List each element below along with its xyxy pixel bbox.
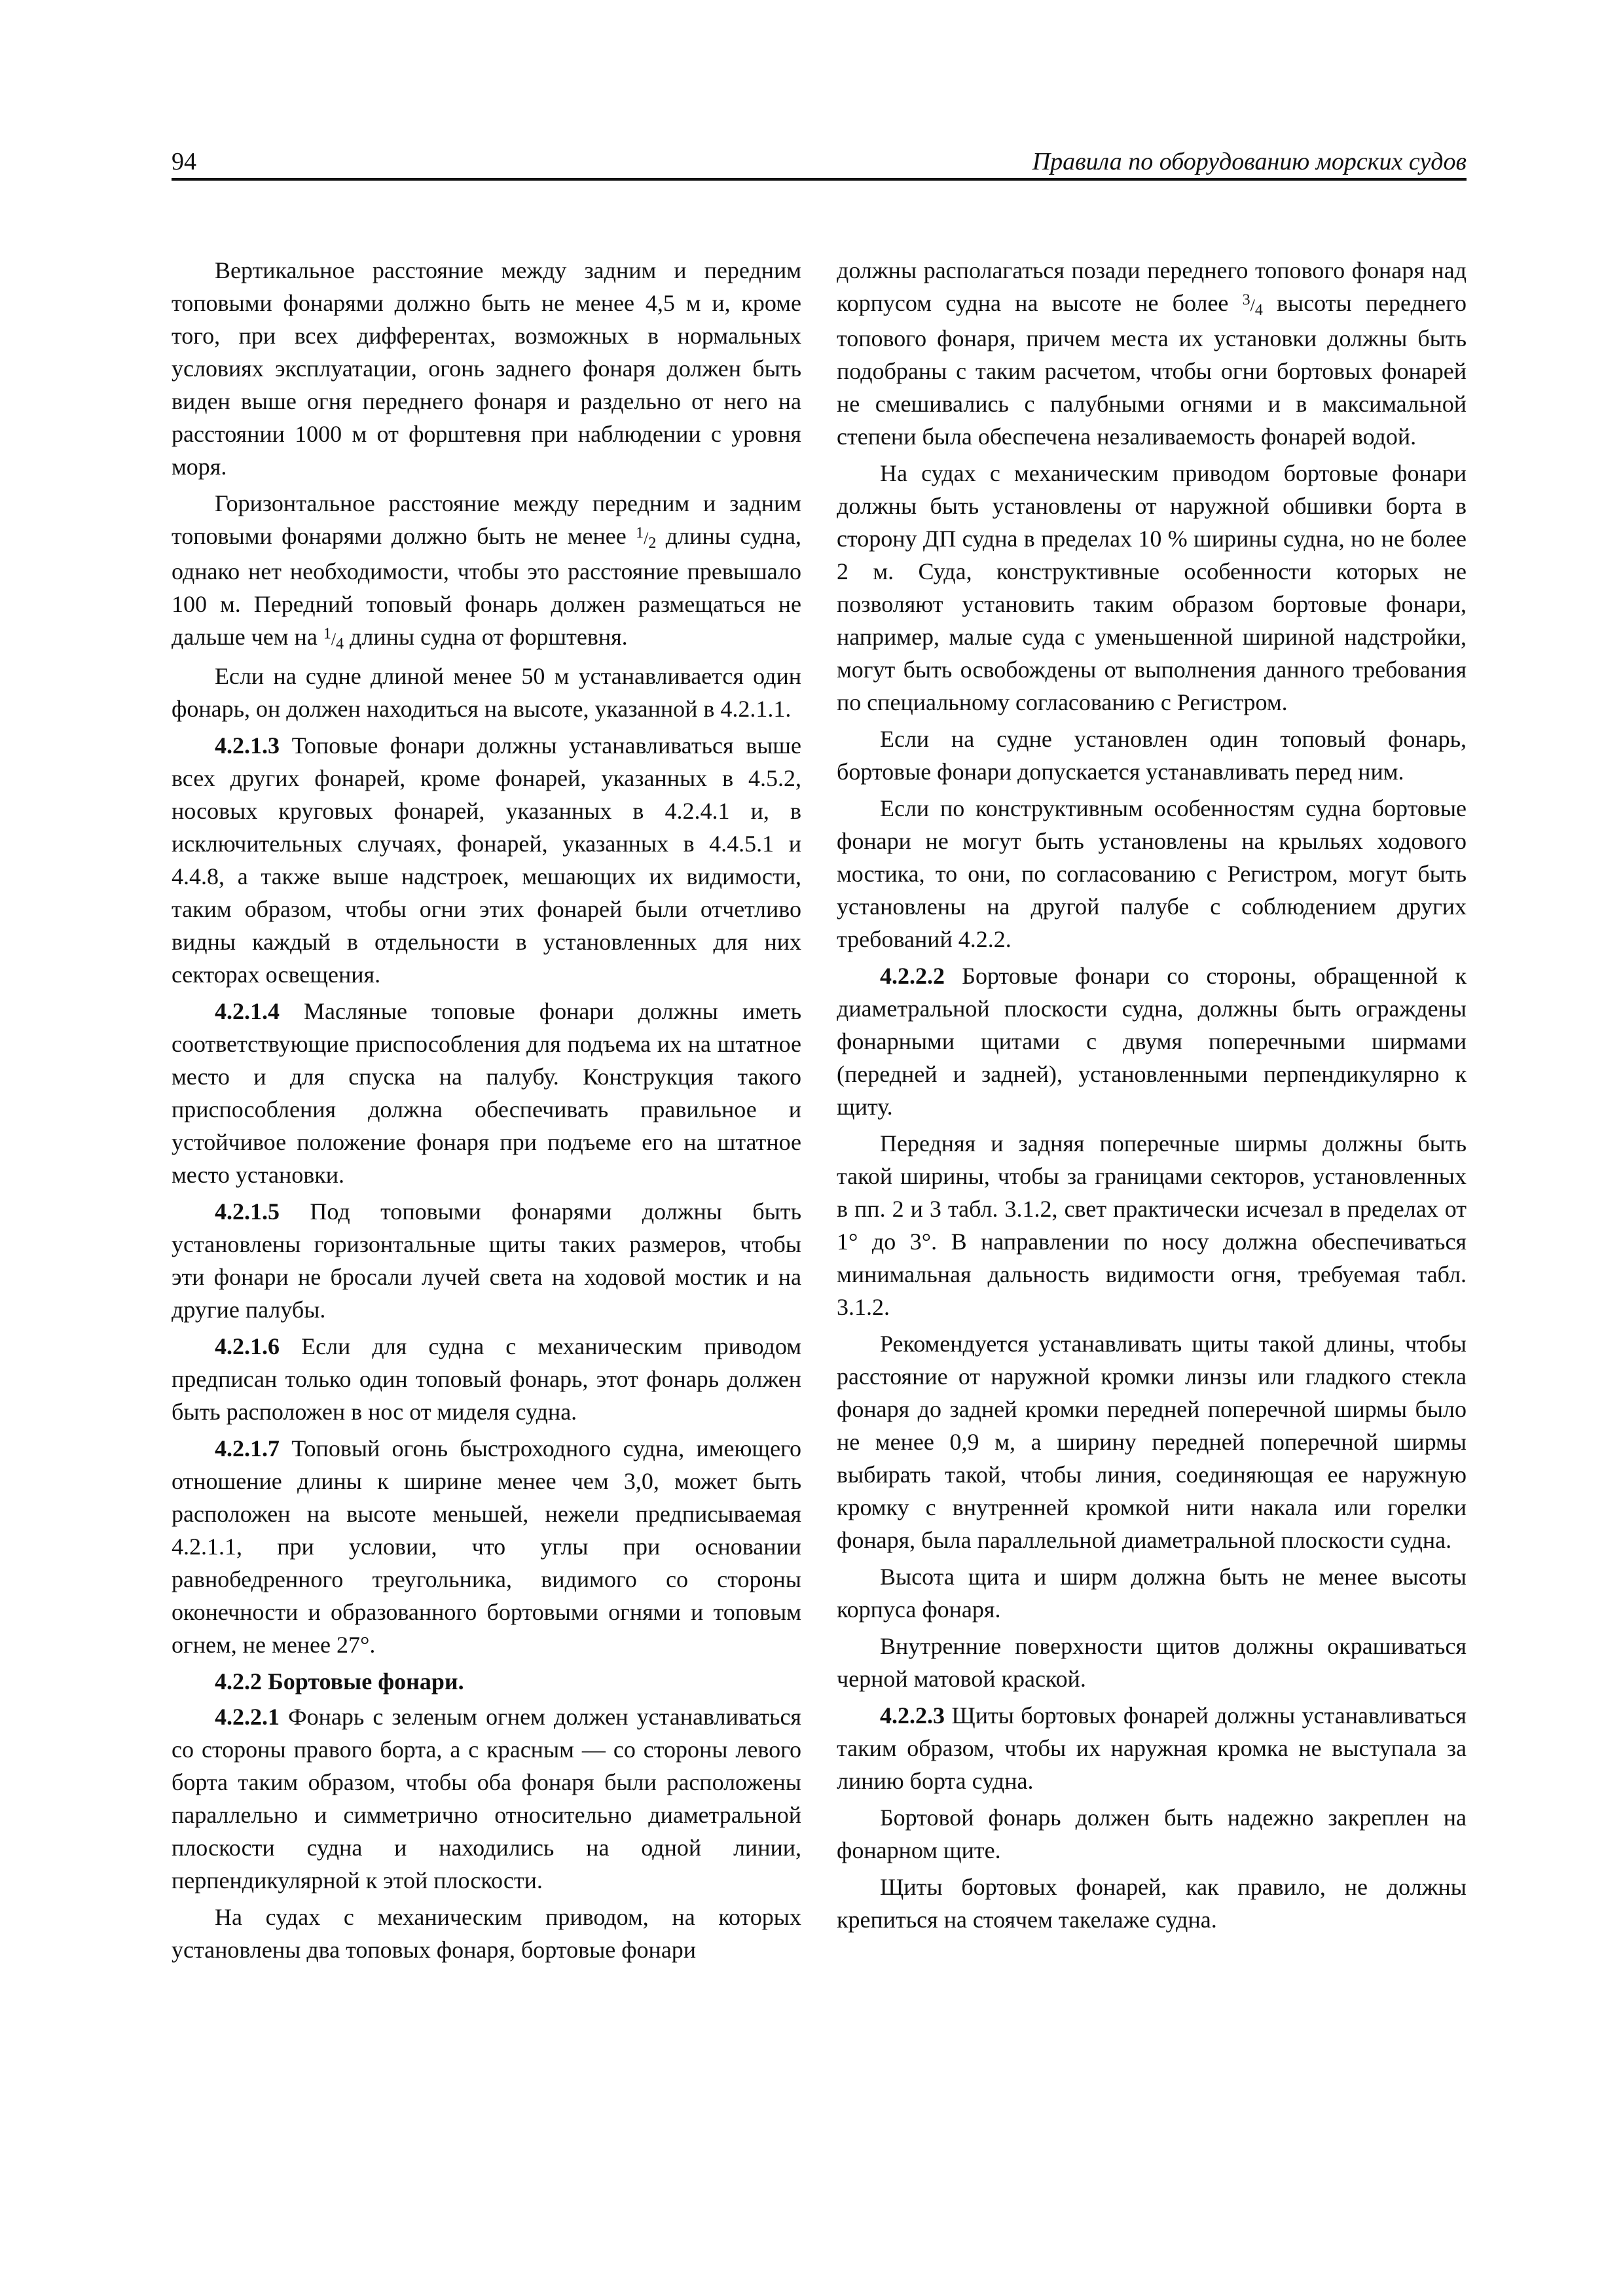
fraction: $^1/_4$ xyxy=(323,625,344,653)
fraction-numerator: 1 xyxy=(323,625,331,643)
paragraph xyxy=(172,995,801,1191)
paragraph-text: длины судна от форштевня. xyxy=(344,624,628,650)
paragraph-text: Масляные топовые фонари должны иметь соответствующие приспособления для подъема их на штатное место и для спуска на палубу. Конструкция такого приспособления должна обеспечивать правильное и устойчивое положение фонаря при подъеме его на штатное место установки. xyxy=(172,998,801,1188)
paragraph xyxy=(172,1432,801,1661)
paragraph-text: Топовый огонь быстроходного судна, имеющего отношение длины к ширине менее чем 3,0, может быть расположен на высоте меньшей, нежели предписываемая 4.2.1.1, при условии, что углы при основании равнобедренного треугольника, видимого со стороны оконечности и образованного бортовыми огнями и топовым огнем, не менее 27°. xyxy=(172,1435,801,1658)
paragraph xyxy=(172,487,801,656)
paragraph-text: Щиты бортовых фонарей должны устанавливаться таким образом, чтобы их наружная кромка не выступала за линию борта судна. xyxy=(837,1702,1467,1794)
paragraph xyxy=(837,1630,1467,1695)
paragraph-text: На судах с механическим приводом, на которых установлены два топовых фонаря, бортовые фонари xyxy=(172,1904,801,1963)
paragraph-text: Под топовыми фонарями должны быть установлены горизонтальные щиты таких размеров, чтобы эти фонари не бросали лучей света на ходовой мостик и на другие палубы. xyxy=(172,1198,801,1323)
paragraph xyxy=(837,1560,1467,1626)
paragraph xyxy=(172,1195,801,1326)
paragraph-text: Бортовой фонарь должен быть надежно закреплен на фонарном щите. xyxy=(837,1804,1467,1863)
paragraph-text: Если на судне длиной менее 50 м устанавливается один фонарь, он должен находиться на высоте, указанной в 4.2.1.1. xyxy=(172,663,801,722)
paragraph xyxy=(172,1700,801,1897)
paragraph xyxy=(837,254,1467,453)
fraction-numerator: 1 xyxy=(636,524,644,542)
clause-number: 4.2.2.2 xyxy=(880,963,945,989)
paragraph xyxy=(837,792,1467,956)
clause-number: 4.2.1.4 xyxy=(215,998,280,1024)
right-column xyxy=(837,254,1467,1940)
paragraph-text: Топовые фонари должны устанавливаться выше всех других фонарей, кроме фонарей, указанных в 4.5.2, носовых круговых фонарей, указанных в 4.2.4.1 и, в исключительных случаях, фонарей, указанных в 4.4.5.1 и 4.4.8, а также выше надстроек, мешающих их видимости, таким образом, чтобы огни этих фонарей были отчетливо видны каждый в отдельности в установленных для них секторах освещения. xyxy=(172,732,801,988)
paragraph-text: Если для судна с механическим приводом предписан только один топовый фонарь, этот фонарь должен быть расположен в нос от миделя судна. xyxy=(172,1333,801,1425)
paragraph-text: Рекомендуется устанавливать щиты такой длины, чтобы расстояние от наружной кромки линзы или гладкого стекла фонаря до задней кромки передней поперечной ширмы было не менее 0,9 м, а ширину передней поперечной ширмы выбирать такой, чтобы линия, соединяющая ее наружную кромку с внутренней кромкой нити накала или горелки фонаря, была параллельной диаметральной плоскости судна. xyxy=(837,1331,1467,1553)
paragraph xyxy=(837,1327,1467,1556)
header-rule xyxy=(172,178,1467,181)
left-column xyxy=(172,254,801,1970)
clause-number: 4.2.2.3 xyxy=(880,1702,945,1729)
fraction: $^1/_2$ xyxy=(636,524,657,552)
paragraph-text: Высота щита и ширм должна быть не менее высоты корпуса фонаря. xyxy=(837,1564,1467,1623)
paragraph-text: На судах с механическим приводом бортовые фонари должны быть установлены от наружной обшивки борта в сторону ДП судна в пределах 10 % ширины судна, но не более 2 м. Суда, конструктивные особенности которых не позволяют установить таким образом бортовые фонари, например, малые суда с уменьшенной шириной надстройки, могут быть освобождены от выполнения данного требования по специальному согласованию с Регистром. xyxy=(837,460,1467,715)
clause-number: 4.2.1.5 xyxy=(215,1198,280,1225)
paragraph xyxy=(837,1871,1467,1936)
clause-number: 4.2.1.7 xyxy=(215,1435,280,1462)
clause-number: 4.2.2.1 xyxy=(215,1704,280,1730)
clause-number: 4.2.1.3 xyxy=(215,732,280,759)
paragraph xyxy=(172,254,801,483)
paragraph xyxy=(837,1801,1467,1867)
paragraph xyxy=(837,723,1467,788)
paragraph-text: Щиты бортовых фонарей, как правило, не должны крепиться на стоячем такелаже судна. xyxy=(837,1874,1467,1933)
clause-number: 4.2.1.6 xyxy=(215,1333,280,1359)
paragraph xyxy=(172,660,801,725)
page-header xyxy=(172,145,1467,179)
paragraph xyxy=(172,729,801,991)
paragraph-text: Если на судне установлен один топовый фонарь, бортовые фонари допускается устанавливать перед ним. xyxy=(837,726,1467,785)
paragraph-text: Фонарь с зеленым огнем должен устанавливаться со стороны правого борта, а с красным — со стороны левого борта таким образом, чтобы оба фонаря были расположены параллельно и симметрично относительно диаметральной плоскости судна и находились на одной линии, перпендикулярной к этой плоскости. xyxy=(172,1704,801,1893)
paragraph xyxy=(837,1127,1467,1323)
fraction-numerator: 3 xyxy=(1242,291,1250,309)
page-number: 94 xyxy=(172,148,196,175)
paragraph-text: Бортовые фонари со стороны, обращенной к диаметральной плоскости судна, должны быть ограждены фонарными щитами с двумя поперечными ширмами (передней и задней), установленными перпендикулярно к щиту. xyxy=(837,963,1467,1120)
section-heading: 4.2.2 Бортовые фонари. xyxy=(215,1668,464,1695)
paragraph xyxy=(172,1901,801,1966)
paragraph-text: высоты переднего топового фонаря, причем места их установки должны быть подобраны с таким расчетом, чтобы огни бортовых фонарей не смешивались с палубными огнями и в максимальной степени была обеспечена незаливаемость фонарей водой. xyxy=(837,290,1467,450)
paragraph-text: длины судна, однако нет необходимости, чтобы это расстояние превышало 100 м. Передний топовый фонарь должен размещаться не дальше чем на xyxy=(172,523,802,650)
paragraph xyxy=(837,1699,1467,1797)
paragraph-text: Передняя и задняя поперечные ширмы должны быть такой ширины, чтобы за границами секторов, установленных в пп. 2 и 3 табл. 3.1.2, свет практически исчезал в пределах от 1° до 3°. В направлении по носу должна обеспечиваться минимальная дальность видимости огня, требуемая табл. 3.1.2. xyxy=(837,1130,1467,1320)
paragraph-text: Внутренние поверхности щитов должны окрашиваться черной матовой краской. xyxy=(837,1633,1467,1692)
fraction-denominator: 4 xyxy=(336,636,344,653)
paragraph xyxy=(837,960,1467,1123)
fraction-denominator: 4 xyxy=(1254,302,1263,319)
paragraph-text: должны располагаться позади переднего топового фонаря над корпусом судна на высоте не более xyxy=(837,257,1467,316)
paragraph-text: Вертикальное расстояние между задним и передним топовыми фонарями должно быть не менее 4,5 м и, кроме того, при всех дифферентах, возможных в нормальных условиях эксплуатации, огонь заднего фонаря должен быть виден выше огня переднего фонаря и раздельно от него на расстоянии 1000 м от форштевня при наблюдении с уровня моря. xyxy=(172,257,801,480)
paragraph-text: Если по конструктивным особенностям судна бортовые фонари не могут быть установлены на крыльях ходового мостика, то они, по согласованию с Регистром, могут быть установлены на другой палубе с соблюдением других требований 4.2.2. xyxy=(837,795,1467,952)
fraction: $^3/_4$ xyxy=(1242,291,1263,319)
paragraph xyxy=(172,1330,801,1428)
paragraph xyxy=(837,457,1467,719)
fraction-denominator: 2 xyxy=(648,535,657,552)
running-title: Правила по оборудованию морских судов xyxy=(1032,148,1467,175)
paragraph-text: Горизонтальное расстояние между передним и задним топовыми фонарями должно быть не менее xyxy=(172,490,801,549)
